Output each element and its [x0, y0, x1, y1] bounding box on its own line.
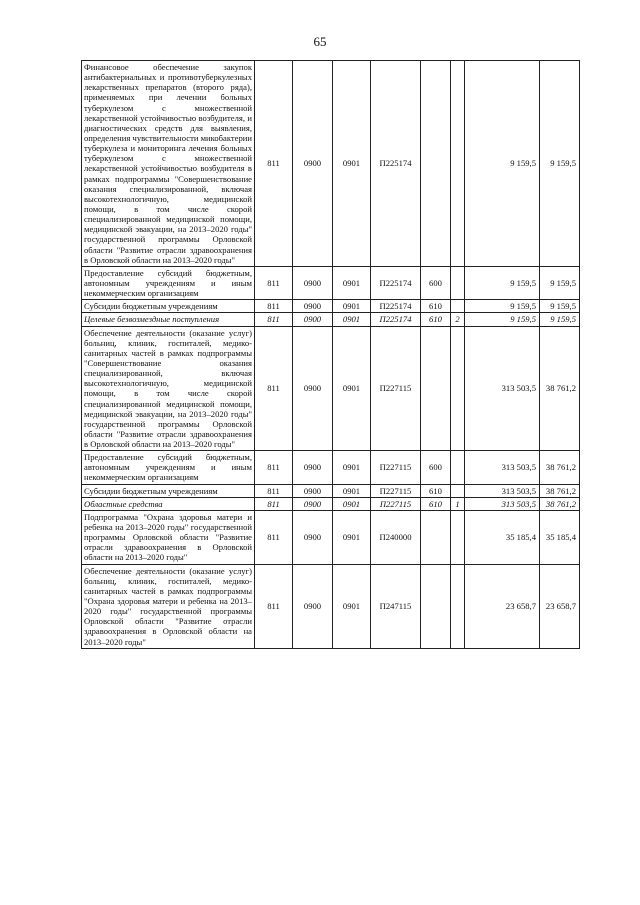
- row-expense-type: 600: [421, 266, 451, 299]
- row-amount-1: 313 503,5: [465, 497, 540, 510]
- row-code: 811: [255, 451, 293, 484]
- row-section: 0900: [293, 484, 333, 497]
- row-amount-1: 313 503,5: [465, 451, 540, 484]
- row-code: 811: [255, 484, 293, 497]
- row-amount-2: 9 159,5: [540, 313, 580, 326]
- row-source: [451, 510, 465, 564]
- row-source: 1: [451, 497, 465, 510]
- row-section: 0900: [293, 300, 333, 313]
- row-amount-1: 9 159,5: [465, 300, 540, 313]
- row-section: 0900: [293, 451, 333, 484]
- row-expense-type: [421, 510, 451, 564]
- budget-table: [81, 60, 580, 649]
- row-source: [451, 300, 465, 313]
- row-name: Предоставление субсидий бюджетным, автономным учреждениям и иным некоммерческим организациям: [82, 266, 255, 299]
- table-row: [82, 484, 580, 497]
- row-amount-1: 9 159,5: [465, 266, 540, 299]
- row-source: [451, 451, 465, 484]
- row-section: 0900: [293, 313, 333, 326]
- row-amount-1: 313 503,5: [465, 326, 540, 451]
- row-amount-1: 313 503,5: [465, 484, 540, 497]
- page-number: 65: [313, 34, 327, 49]
- row-source: [451, 61, 465, 267]
- row-target-article: П225174: [371, 61, 421, 267]
- row-section: 0900: [293, 510, 333, 564]
- row-expense-type: [421, 564, 451, 648]
- row-section: 0900: [293, 326, 333, 451]
- row-source: [451, 564, 465, 648]
- row-code: 811: [255, 61, 293, 267]
- row-amount-2: 23 658,7: [540, 564, 580, 648]
- row-code: 811: [255, 564, 293, 648]
- row-subsection: 0901: [333, 564, 371, 648]
- row-expense-type: 610: [421, 484, 451, 497]
- row-target-article: П227115: [371, 497, 421, 510]
- table-row: [82, 451, 580, 484]
- table-row: [82, 510, 580, 564]
- row-section: 0900: [293, 266, 333, 299]
- table-row: [82, 564, 580, 648]
- row-subsection: 0901: [333, 300, 371, 313]
- row-target-article: П227115: [371, 326, 421, 451]
- row-code: 811: [255, 326, 293, 451]
- row-amount-2: 38 761,2: [540, 451, 580, 484]
- table-row: [82, 313, 580, 326]
- row-section: 0900: [293, 61, 333, 267]
- table-row: [82, 300, 580, 313]
- row-target-article: П247115: [371, 564, 421, 648]
- row-name: Финансовое обеспечение закупок антибактериальных и противотуберкулезных лекарственных препаратов (второго ряда), применяемых при лечении больных туберкулезом с множественной лекарственной устойчивостью возбудителя, и диагностических средств для выявления, определения чувствительности микобактерии туберкулеза и мониторинга лечения больных туберкулезом с множественной лекарственной устойчивостью возбудителя в рамках подпрограммы "Совершенствование оказания специализированной, включая высокотехнологичную, медицинской помощи, в том числе скорой специализированной медицинской помощи, медицинской эвакуации, на 2013–2020 годы" государственной программы Орловской области "Развитие отрасли здравоохранения в Орловской области на 2013–2020 годы": [82, 61, 255, 267]
- table-body: [82, 61, 580, 649]
- row-source: [451, 484, 465, 497]
- row-code: 811: [255, 266, 293, 299]
- row-amount-1: 23 658,7: [465, 564, 540, 648]
- row-code: 811: [255, 300, 293, 313]
- row-name: Обеспечение деятельности (оказание услуг) больниц, клиник, госпиталей, медико-санитарных частей в рамках подпрограммы "Охрана здоровья матери и ребенка на 2013–2020 годы" государственной программы Орловской области "Развитие отрасли здравоохранения в Орловской области на 2013–2020 годы": [82, 564, 255, 648]
- row-target-article: П227115: [371, 451, 421, 484]
- table-row: [82, 326, 580, 451]
- row-amount-2: 9 159,5: [540, 300, 580, 313]
- table-row: [82, 61, 580, 267]
- row-amount-1: 9 159,5: [465, 61, 540, 267]
- row-subsection: 0901: [333, 484, 371, 497]
- row-amount-1: 35 185,4: [465, 510, 540, 564]
- row-target-article: П227115: [371, 484, 421, 497]
- row-subsection: 0901: [333, 451, 371, 484]
- row-name: Областные средства: [82, 497, 255, 510]
- row-name: Подпрограмма "Охрана здоровья матери и ребенка на 2013–2020 годы" государственной программы Орловской области "Развитие отрасли здравоохранения в Орловской области на 2013–2020 годы": [82, 510, 255, 564]
- row-expense-type: [421, 326, 451, 451]
- row-subsection: 0901: [333, 61, 371, 267]
- row-code: 811: [255, 510, 293, 564]
- row-target-article: П225174: [371, 313, 421, 326]
- row-amount-2: 9 159,5: [540, 266, 580, 299]
- row-amount-2: 35 185,4: [540, 510, 580, 564]
- row-section: 0900: [293, 564, 333, 648]
- row-target-article: П225174: [371, 266, 421, 299]
- row-expense-type: 610: [421, 497, 451, 510]
- row-section: 0900: [293, 497, 333, 510]
- row-code: 811: [255, 313, 293, 326]
- row-amount-2: 38 761,2: [540, 497, 580, 510]
- row-name: Предоставление субсидий бюджетным, автономным учреждениям и иным некоммерческим организациям: [82, 451, 255, 484]
- row-subsection: 0901: [333, 326, 371, 451]
- row-target-article: П225174: [371, 300, 421, 313]
- row-expense-type: [421, 61, 451, 267]
- row-name: Обеспечение деятельности (оказание услуг) больниц, клиник, госпиталей, медико-санитарных частей в рамках подпрограммы "Совершенствование оказания специализированной, включая высокотехнологичную, медицинской помощи, в том числе скорой специализированной медицинской помощи, медицинской эвакуации, на 2013–2020 годы" государственной программы Орловской области "Развитие отрасли здравоохранения в Орловской области на 2013–2020 годы": [82, 326, 255, 451]
- row-name: Субсидии бюджетным учреждениям: [82, 300, 255, 313]
- row-subsection: 0901: [333, 510, 371, 564]
- row-amount-2: 38 761,2: [540, 326, 580, 451]
- table-row: [82, 266, 580, 299]
- row-name: Целевые безвозмездные поступления: [82, 313, 255, 326]
- row-source: [451, 326, 465, 451]
- row-source: 2: [451, 313, 465, 326]
- table-row: [82, 497, 580, 510]
- row-amount-2: 38 761,2: [540, 484, 580, 497]
- row-expense-type: 610: [421, 300, 451, 313]
- row-subsection: 0901: [333, 266, 371, 299]
- row-source: [451, 266, 465, 299]
- row-amount-2: 9 159,5: [540, 61, 580, 267]
- row-subsection: 0901: [333, 313, 371, 326]
- row-subsection: 0901: [333, 497, 371, 510]
- row-expense-type: 600: [421, 451, 451, 484]
- row-amount-1: 9 159,5: [465, 313, 540, 326]
- row-expense-type: 610: [421, 313, 451, 326]
- row-name: Субсидии бюджетным учреждениям: [82, 484, 255, 497]
- row-target-article: П240000: [371, 510, 421, 564]
- row-code: 811: [255, 497, 293, 510]
